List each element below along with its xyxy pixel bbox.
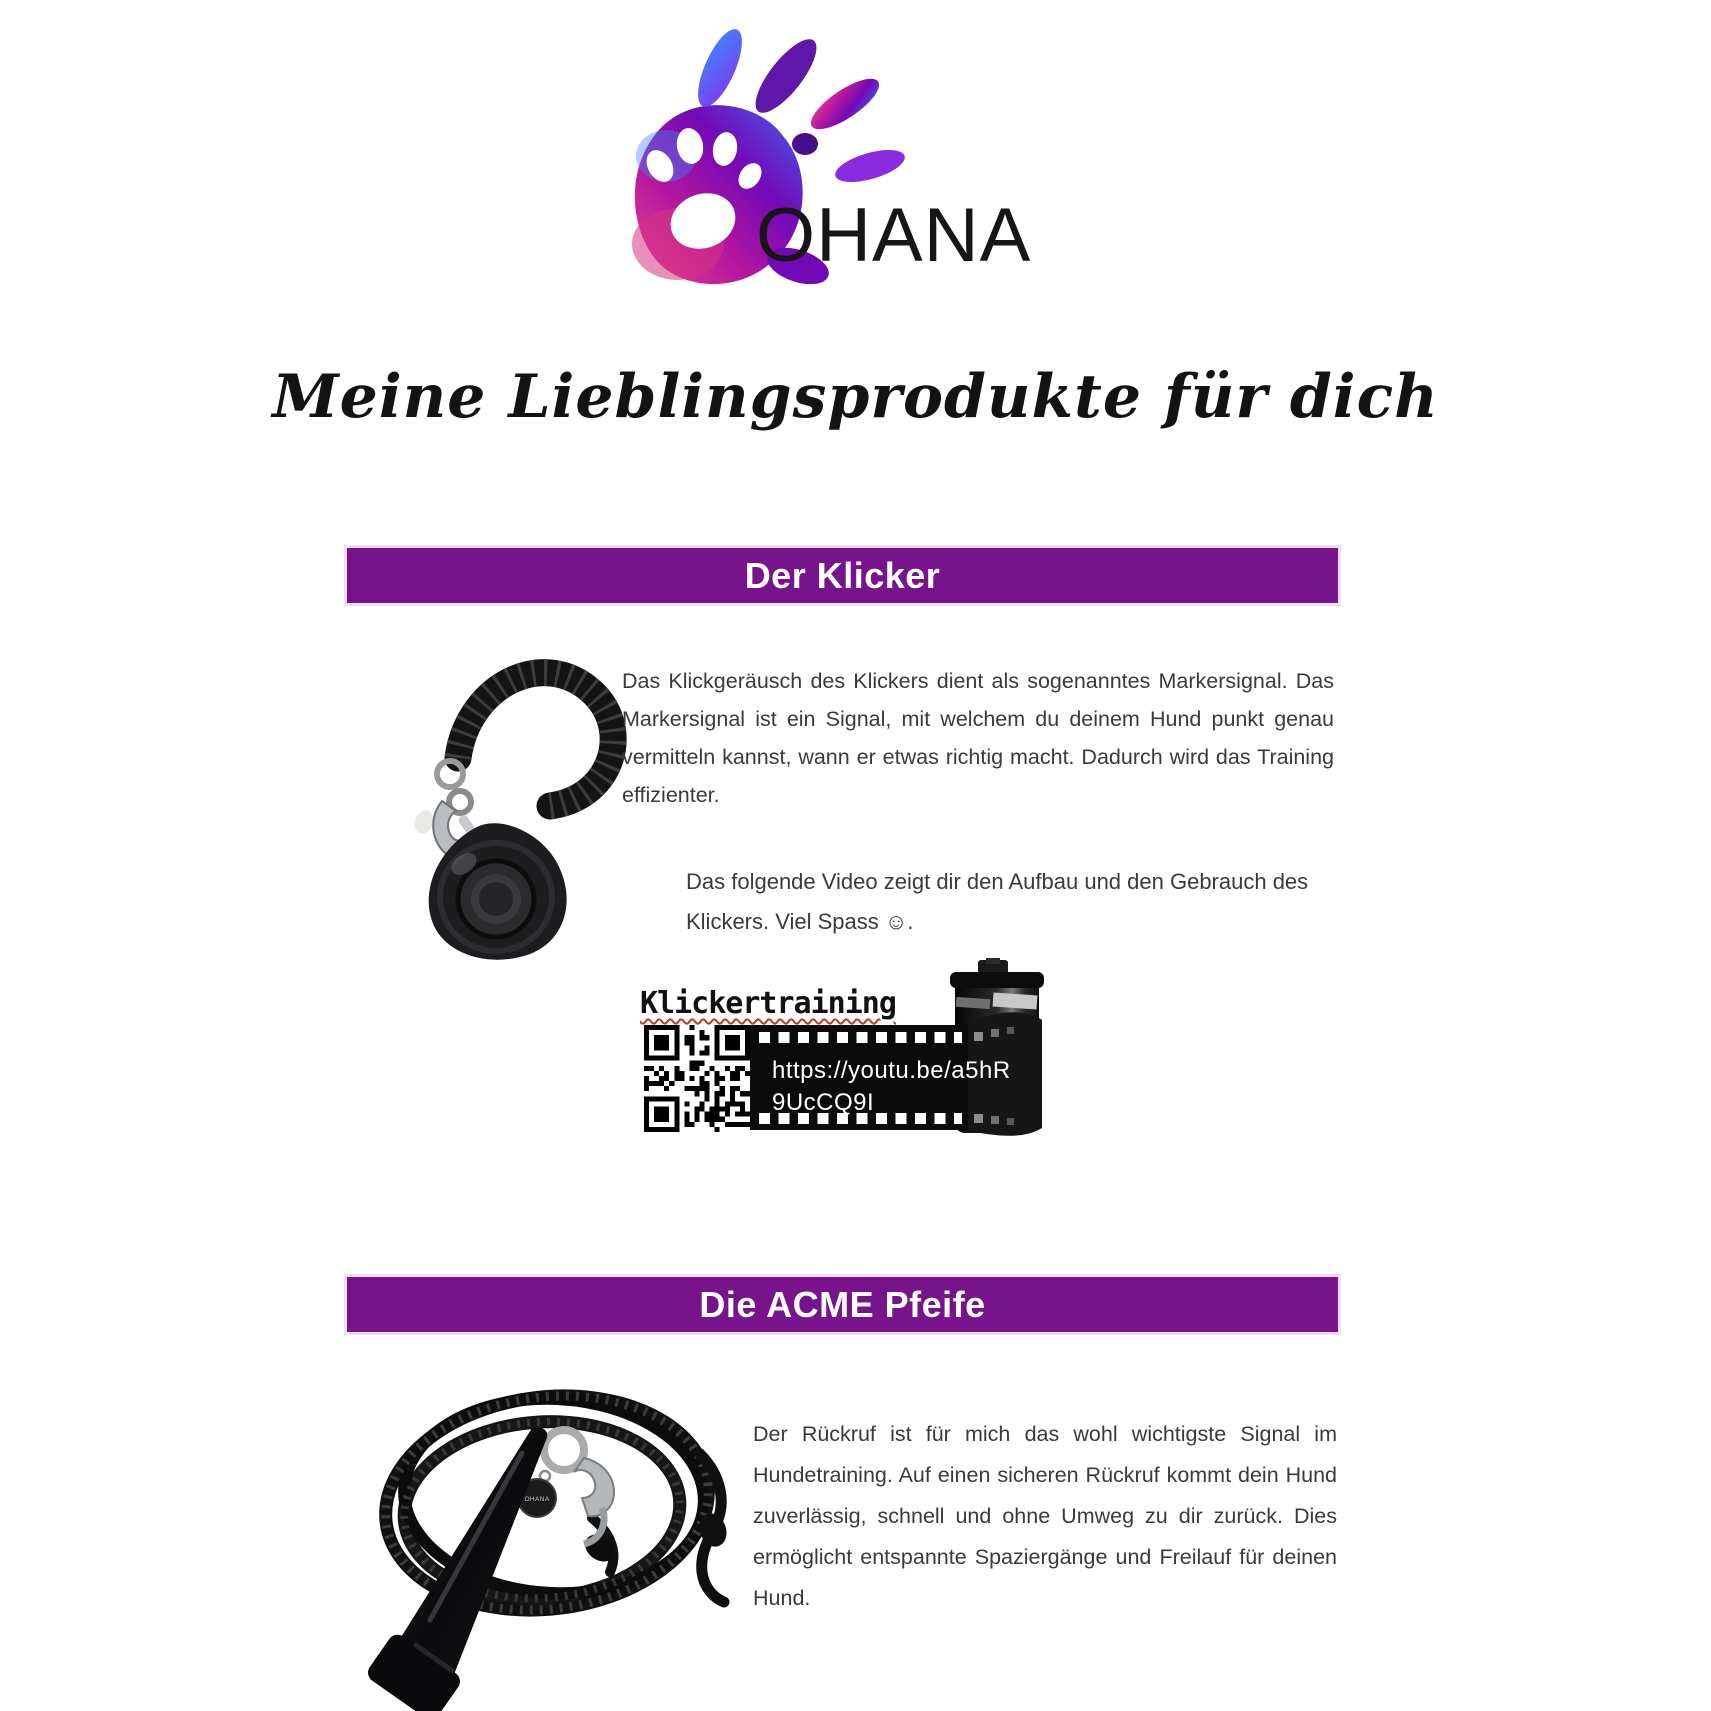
whistle-body <box>364 1428 550 1711</box>
clasp <box>544 1430 614 1544</box>
section-banner-acme-pfeife <box>347 1277 1338 1332</box>
klicker-video-intro: Das folgende Video zeigt dir den Aufbau und den Gebrauch des Klickers. Viel Spass ☺. <box>686 869 1309 934</box>
clicker-product-image <box>372 606 648 960</box>
page-title: Meine Lieblingsprodukte für dich <box>272 362 1439 432</box>
tag-label: OHANA <box>524 1496 550 1503</box>
video-url-line1: https://youtu.be/a5hR <box>772 1057 1011 1084</box>
whistle-product-image <box>302 1358 732 1711</box>
banner-label: Die ACME Pfeife <box>699 1283 986 1325</box>
video-url-line2: 9UcCQ9I <box>772 1089 875 1116</box>
filmstrip-graphic <box>750 958 1050 1148</box>
klicker-paragraph: Das Klickgeräusch des Klickers dient als sogenanntes Markersignal. Das Markersignal ist ein Signal, mit welchem du deinem Hund punkt genau vermitteln kannst, wann er etwas richtig macht. Dadurch wird das Training effizienter. <box>622 668 1334 807</box>
brand-wordmark: OHANA <box>756 193 1032 278</box>
qr-code <box>644 1025 750 1132</box>
banner-label: Der Klicker <box>744 554 941 596</box>
pfeife-paragraph: Der Rückruf ist für mich das wohl wichtigste Signal im Hundetraining. Auf einen sicheren Rückruf kommt dein Hund zuverlässig, schnell und ohne Umweg zu dir zurück. Dies ermöglicht entspannte Spaziergänge und Freilauf für deinen Hund. <box>753 1421 1337 1610</box>
video-caption: Klickertraining <box>640 986 896 1021</box>
section-banner-der-klicker <box>347 548 1338 603</box>
